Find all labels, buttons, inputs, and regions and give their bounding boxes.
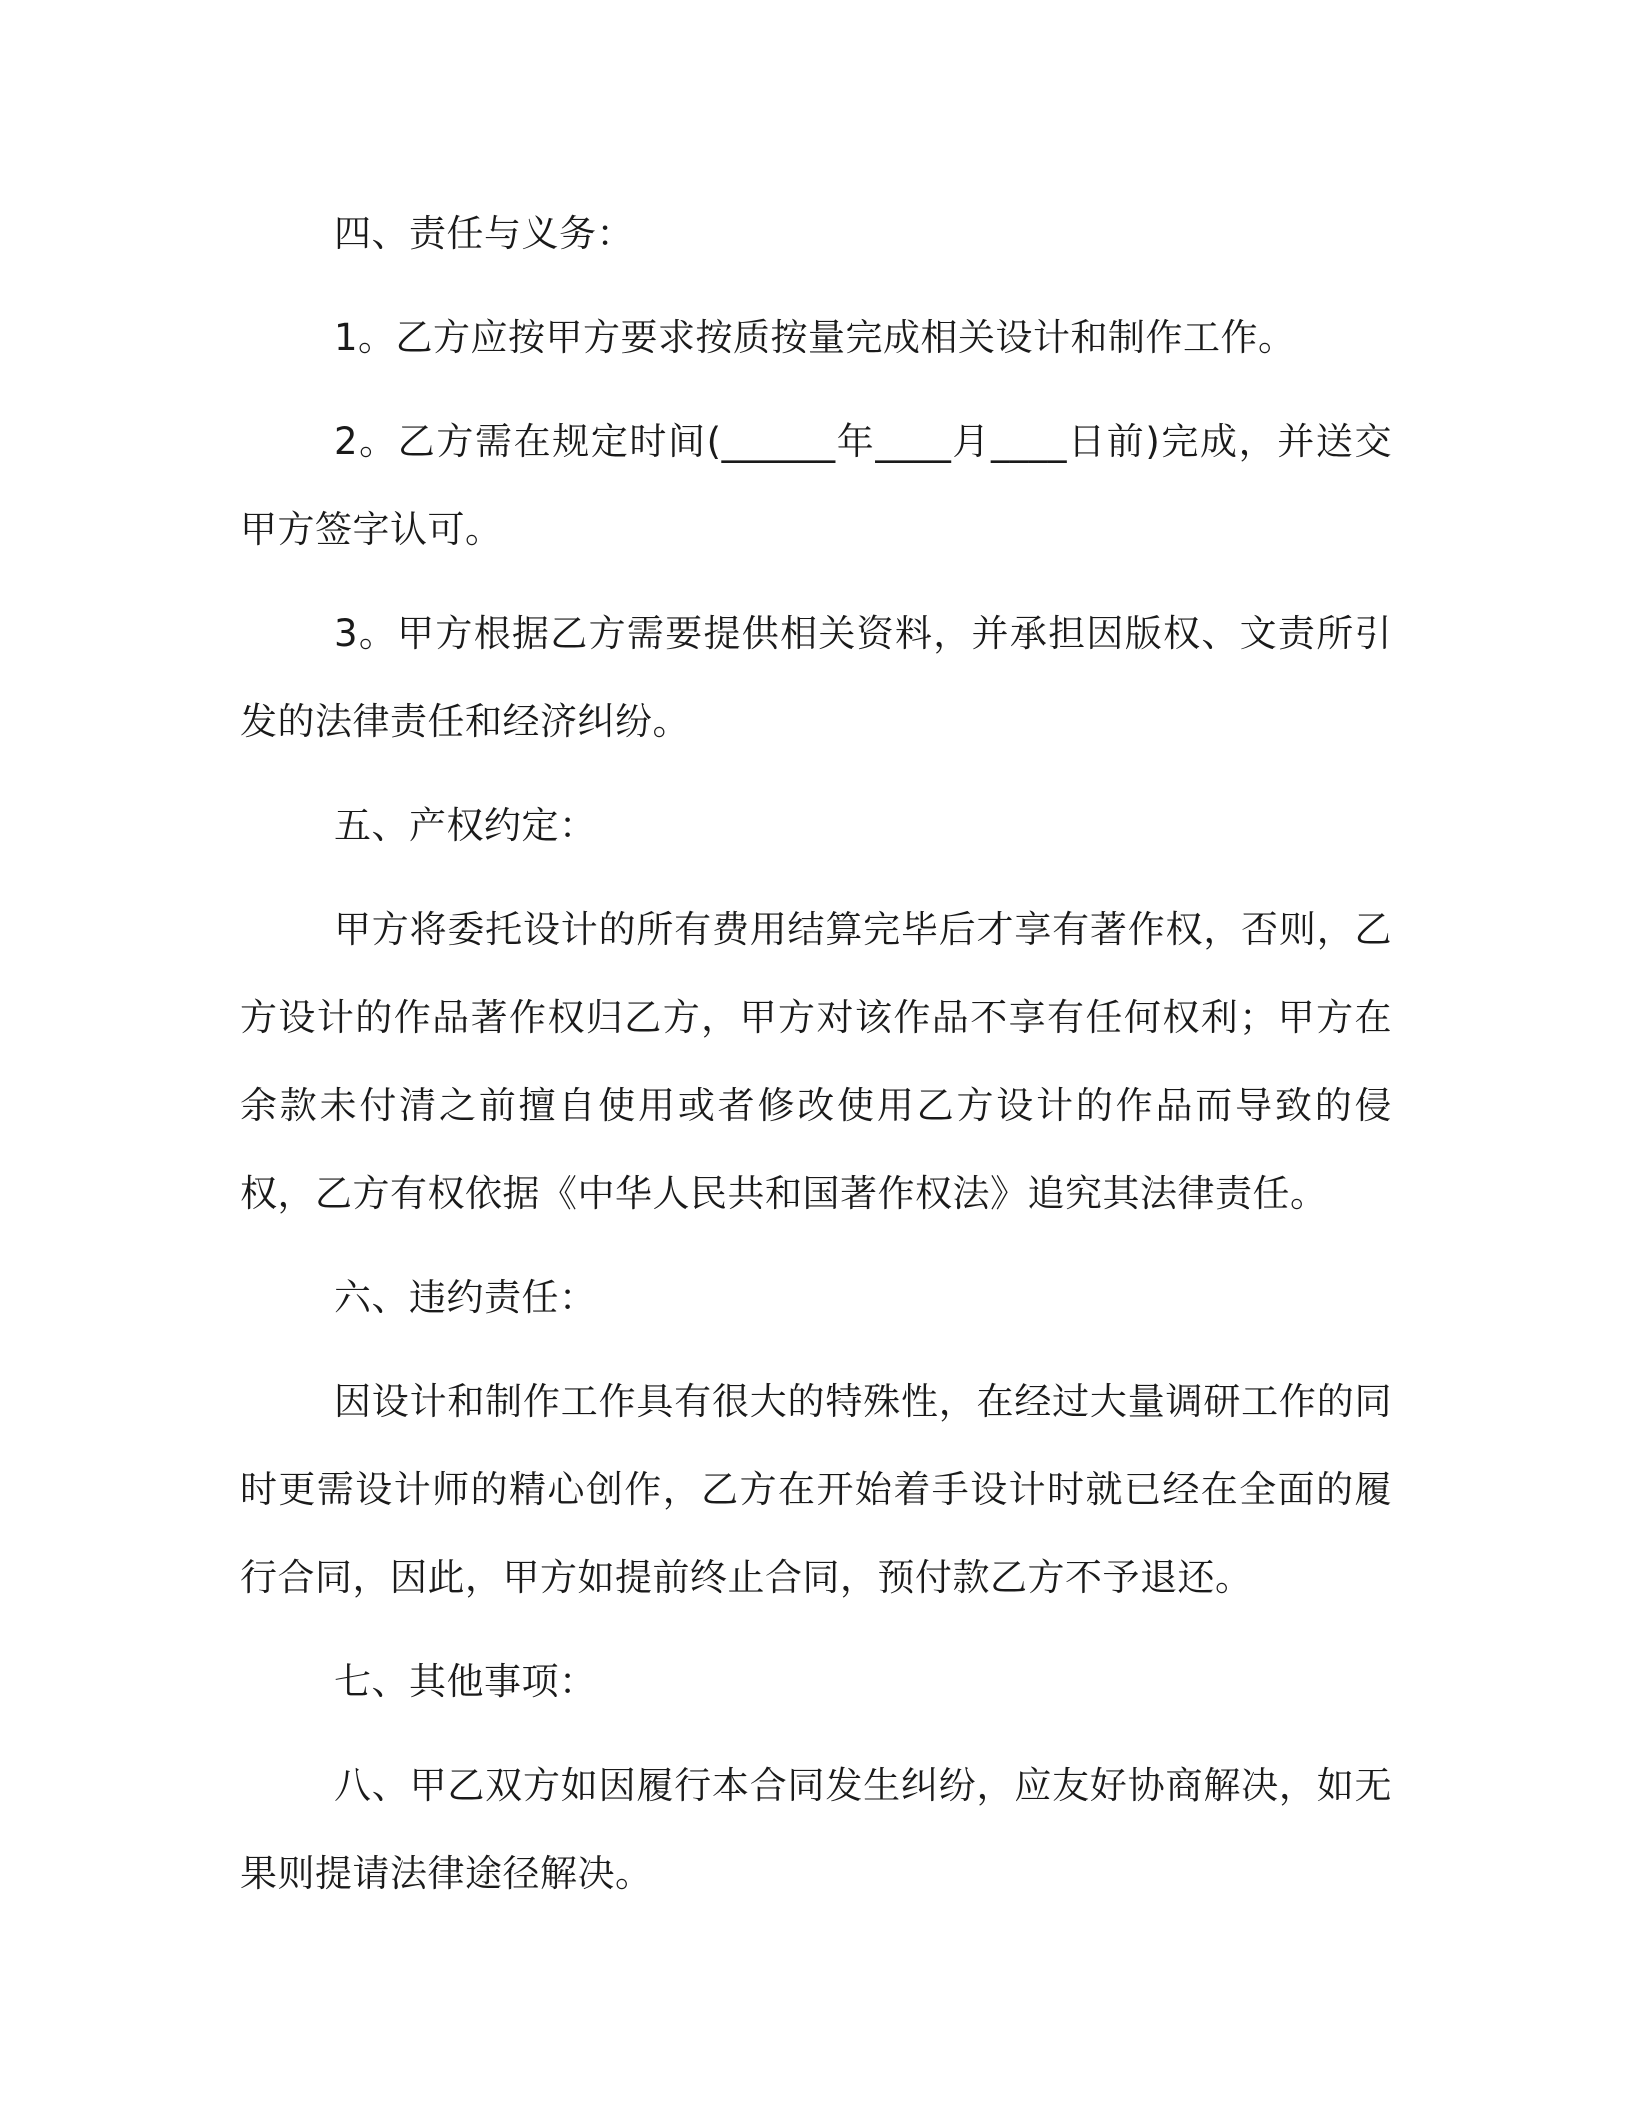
clause-2: 2。乙方需在规定时间(______年____月____日前)完成，并送交甲方签字认可。 — [240, 420, 1392, 551]
clause-3: 3。甲方根据乙方需要提供相关资料，并承担因版权、文责所引发的法律责任和经济纠纷。 — [240, 612, 1392, 743]
section-heading-property-rights: 五、产权约定： — [334, 804, 597, 847]
property-rights-paragraph: 甲方将委托设计的所有费用结算完毕后才享有著作权，否则，乙方设计的作品著作权归乙方，甲方对该作品不享有任何权利；甲方在余款未付清之前擅自使用或者修改使用乙方设计的作品而导致的侵权，乙方有权依据《中华人民共和国著作权法》追究其法律责任。 — [240, 908, 1392, 1215]
section-heading-other-matters: 七、其他事项： — [334, 1660, 597, 1703]
section-heading-responsibilities: 四、责任与义务： — [334, 212, 634, 255]
breach-paragraph: 因设计和制作工作具有很大的特殊性，在经过大量调研工作的同时更需设计师的精心创作，乙方在开始着手设计时就已经在全面的履行合同，因此，甲方如提前终止合同，预付款乙方不予退还。 — [240, 1380, 1392, 1599]
section-heading-breach: 六、违约责任： — [334, 1276, 597, 1319]
clause-1: 1。乙方应按甲方要求按质按量完成相关设计和制作工作。 — [334, 316, 1296, 359]
dispute-resolution-paragraph: 八、甲乙双方如因履行本合同发生纠纷，应友好协商解决，如无果则提请法律途径解决。 — [240, 1764, 1392, 1895]
